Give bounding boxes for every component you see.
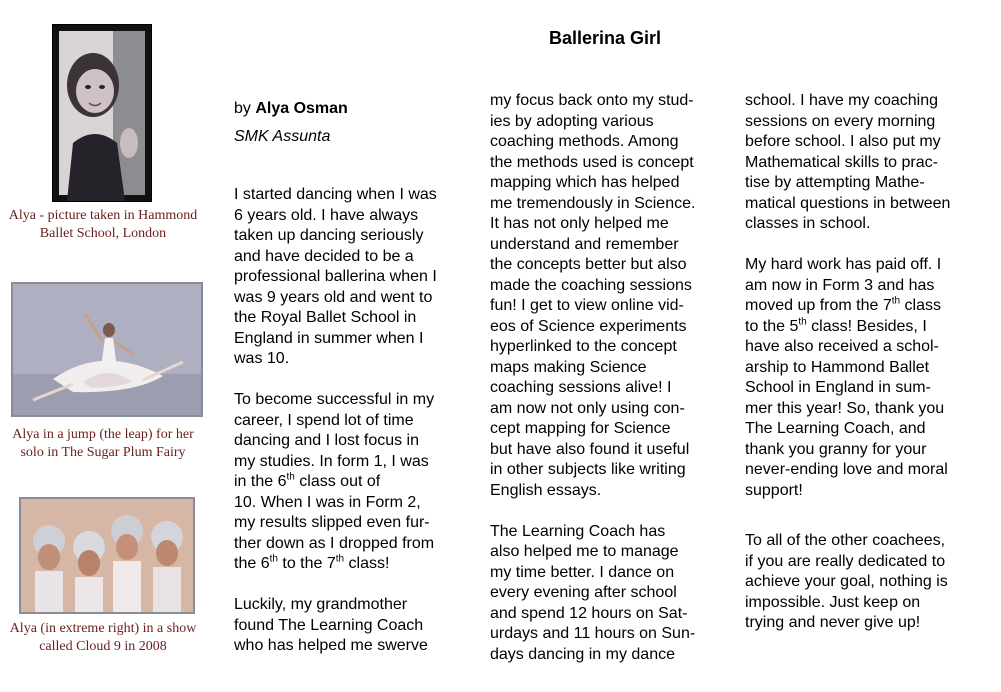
text-line [745, 318, 927, 335]
text-line [234, 473, 380, 490]
text-line: was 10. [234, 350, 290, 367]
text-line: ies by adopting various [490, 112, 654, 130]
superscript: th [798, 316, 807, 328]
text-line: and spend 12 hours on Sat- [490, 604, 688, 622]
text-line [745, 297, 941, 314]
superscript: th [891, 295, 901, 307]
paragraph [745, 255, 985, 501]
text-line: my time better. I dance on [490, 563, 675, 581]
text-line: and have decided to be a [234, 247, 414, 265]
text-line: Luckily, my grandmother [234, 596, 408, 613]
text-run: to the 7 [277, 555, 336, 572]
text-line: School in England in sum- [745, 379, 931, 396]
text-line: who has helped me swerve [234, 637, 428, 654]
text-line: urdays and 11 hours on Sun- [490, 625, 696, 642]
text-line: school. I have my coaching [745, 92, 938, 109]
text-line: found The Learning Coach [234, 616, 424, 634]
text-line: never-ending love and moral [745, 461, 948, 478]
text-line: impossible. Just keep on [745, 593, 921, 611]
text-line: coaching methods. Among [490, 133, 679, 150]
text-line: I started dancing when I was [234, 186, 437, 203]
text-line: days dancing in my dance [490, 645, 675, 663]
group-dancers-photo [19, 497, 195, 614]
text-line: am now in Form 3 and has [745, 276, 935, 294]
text-run: class! Besides, I [806, 317, 927, 335]
text-line: coaching sessions alive! I [490, 379, 672, 396]
text-line: me tremendously in Science. [490, 194, 696, 212]
text-line: my focus back onto my stud- [490, 92, 694, 109]
text-line: 10. When I was in Form 2, [234, 493, 421, 511]
group-dancers-photo-icon [21, 499, 193, 612]
text-line: sessions on every morning [745, 112, 936, 130]
portrait-photo [52, 24, 152, 202]
text-line: Mathematical skills to prac- [745, 153, 938, 171]
text-column-2 [490, 91, 722, 665]
text-line: English essays. [490, 481, 602, 499]
text-line: arship to Hammond Ballet [745, 358, 930, 376]
text-column-3 [745, 91, 985, 634]
text-line: cept mapping for Science [490, 420, 671, 437]
text-line: dancing and I lost focus in [234, 432, 420, 449]
text-line: hyperlinked to the concept [490, 338, 677, 355]
text-line: my results slipped even fur- [234, 514, 430, 531]
text-line: matical questions in between [745, 194, 951, 212]
text-line: It has not only helped me [490, 215, 669, 232]
text-line: support! [745, 481, 803, 499]
photo-caption: Alya in a jump (the leap) for her solo in The Sugar Plum Fairy [12, 427, 194, 460]
text-line: was 9 years old and went to [234, 288, 433, 306]
text-line: tise by attempting Mathe- [745, 174, 925, 191]
text-line: To become successful in my [234, 391, 435, 408]
paragraph [745, 531, 985, 634]
photo-column [0, 0, 210, 692]
text-line: maps making Science [490, 358, 647, 376]
text-line: am now not only using con- [490, 399, 685, 417]
text-line [234, 555, 389, 572]
superscript: th [335, 553, 345, 565]
text-line: My hard work has paid off. I [745, 256, 942, 273]
text-line: have also received a schol- [745, 338, 939, 355]
text-column-1 [234, 185, 466, 657]
portrait-photo-icon [53, 25, 151, 201]
text-line: The Learning Coach has [490, 522, 666, 540]
text-line: made the coaching sessions [490, 276, 692, 294]
text-line: if you are really dedicated to [745, 552, 946, 570]
text-line: also helped me to manage [490, 543, 679, 560]
paragraph [490, 91, 722, 501]
text-run: to the 5 [745, 317, 799, 335]
text-line: the concepts better but also [490, 256, 687, 273]
text-line: mapping which has helped [490, 174, 680, 191]
paragraph [234, 595, 466, 657]
ballet-leap-photo-icon [13, 284, 201, 415]
text-line: ther down as I dropped from [234, 534, 435, 552]
superscript: th [286, 471, 295, 483]
text-line: professional ballerina when I [234, 268, 437, 285]
photo-caption: Alya (in extreme right) in a show called Cloud 9 in 2008 [9, 621, 197, 654]
photo-caption: Alya - picture taken in Hammond Ballet School, London [8, 208, 198, 241]
text-line: every evening after school [490, 584, 677, 601]
text-lines [745, 338, 948, 499]
article-title: Ballerina Girl [548, 28, 662, 48]
byline-prefix: by [234, 100, 256, 117]
text-line: thank you granny for your [745, 440, 927, 458]
text-run: class [900, 297, 941, 314]
text-line: The Learning Coach, and [745, 420, 926, 437]
text-run: class! [344, 555, 390, 572]
text-line: 6 years old. I have always [234, 206, 419, 224]
text-run: class out of [294, 473, 381, 490]
text-line: before school. I also put my [745, 133, 941, 150]
text-line: mer this year! So, thank you [745, 399, 945, 417]
text-line: understand and remember [490, 235, 679, 253]
paragraph [234, 390, 466, 575]
paragraph [234, 185, 466, 370]
text-run: the 6 [234, 555, 270, 572]
text-run: moved up from the 7 [745, 297, 892, 314]
superscript: th [269, 553, 278, 565]
text-line: To all of the other coachees, [745, 532, 946, 549]
text-line: career, I spend lot of time [234, 411, 414, 429]
text-line: my studies. In form 1, I was [234, 452, 429, 470]
author-school: SMK Assunta [234, 128, 331, 145]
text-line: fun! I get to view online vid- [490, 297, 684, 314]
ballet-leap-photo [11, 282, 203, 417]
paragraph [490, 522, 722, 666]
text-run: in the 6 [234, 473, 287, 490]
text-line: England in summer when I [234, 329, 424, 347]
text-line: achieve your goal, nothing is [745, 573, 948, 590]
paragraph [745, 91, 985, 235]
author-name: Alya Osman [255, 100, 348, 117]
text-line: in other subjects like writing [490, 461, 686, 478]
text-line: classes in school. [745, 215, 871, 232]
text-line: but have also found it useful [490, 440, 690, 458]
byline [234, 99, 348, 119]
text-line: the Royal Ballet School in [234, 309, 417, 326]
text-line: taken up dancing seriously [234, 227, 424, 244]
text-line: the methods used is concept [490, 153, 694, 171]
text-line: eos of Science experiments [490, 317, 687, 335]
text-line: trying and never give up! [745, 614, 921, 631]
